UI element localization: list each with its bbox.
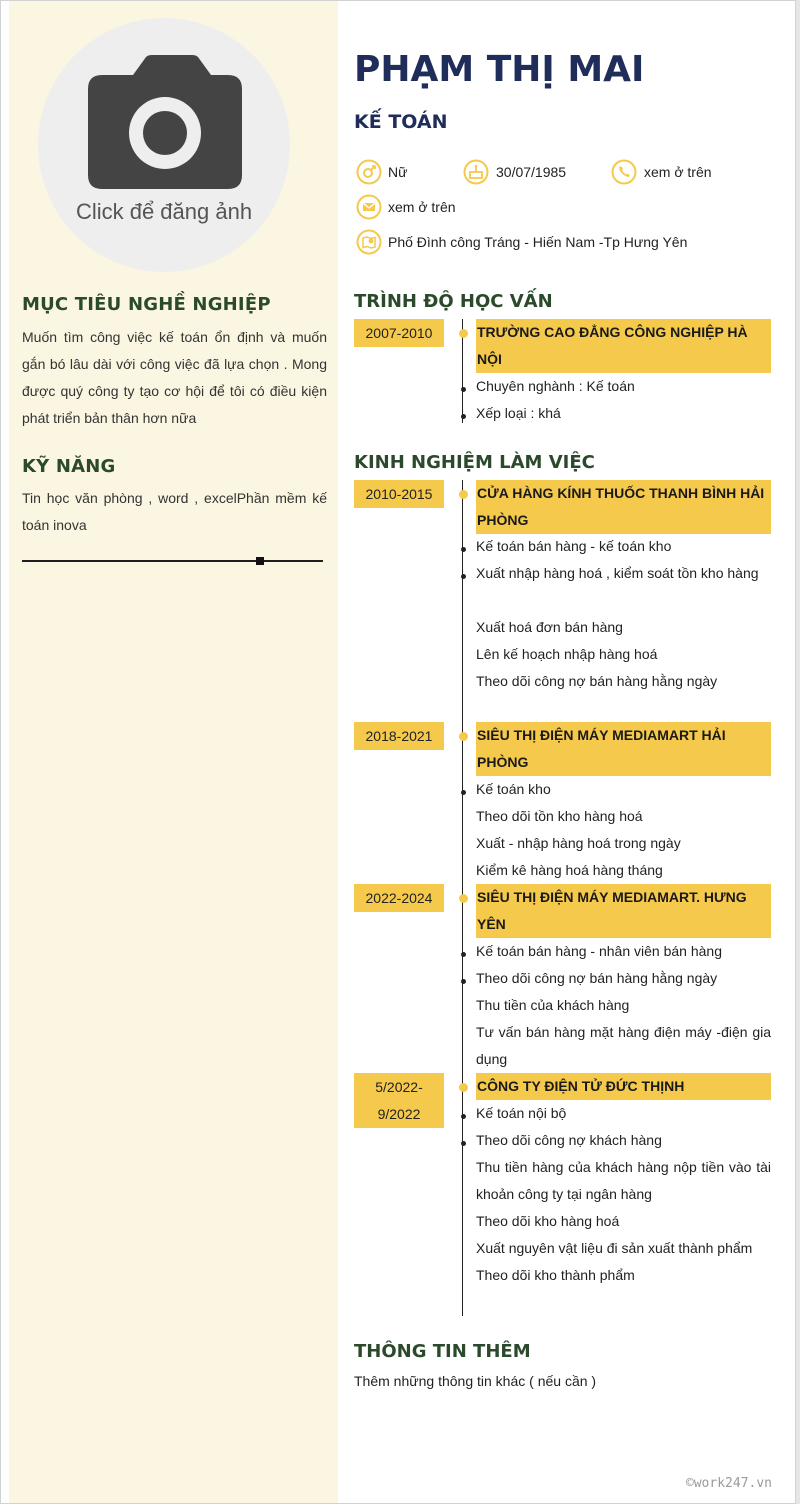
education-school: TRƯỜNG CAO ĐẲNG CÔNG NGHIỆP HÀ NỘI bbox=[476, 319, 771, 373]
dob-value: 30/07/1985 bbox=[496, 164, 567, 180]
job-duty: Xuất nhập hàng hoá , kiểm soát tồn kho hàng bbox=[476, 565, 759, 581]
phone-value: xem ở trên bbox=[644, 164, 712, 180]
skills-text: Tin học văn phòng , word , excelPhần mềm kế toán inova bbox=[22, 490, 327, 533]
job-duty: Kế toán bán hàng - kế toán kho bbox=[476, 538, 672, 554]
skill-level-bar bbox=[22, 560, 323, 562]
cake-icon bbox=[462, 159, 490, 185]
education-heading: TRÌNH ĐỘ HỌC VẤN bbox=[354, 291, 553, 312]
job-company: CỬA HÀNG KÍNH THUỐC THANH BÌNH HẢI PHÒNG bbox=[476, 480, 771, 534]
timeline-marker bbox=[459, 329, 468, 338]
job-duty: Xuất - nhập hàng hoá trong ngày bbox=[476, 835, 681, 851]
bullet-dot bbox=[461, 414, 466, 419]
gender-icon bbox=[356, 159, 382, 185]
skills-heading: KỸ NĂNG bbox=[22, 456, 116, 477]
bullet-dot bbox=[461, 1114, 466, 1119]
job-duty: Theo dõi tồn kho hàng hoá bbox=[476, 808, 643, 824]
watermark: ©work247.vn bbox=[685, 1476, 772, 1491]
job-duty: Lên kế hoạch nhập hàng hoá bbox=[476, 646, 658, 662]
photo-upload[interactable] bbox=[38, 18, 290, 272]
job-duty: Theo dõi kho thành phẩm bbox=[476, 1267, 635, 1283]
job-duty: Thu tiền hàng của khách hàng nộp tiền vào tài khoản công ty tại ngân hàng bbox=[476, 1159, 771, 1202]
job-duty: Xuất hoá đơn bán hàng bbox=[476, 619, 623, 635]
job-duty: Kế toán nội bộ bbox=[476, 1105, 567, 1121]
job-title: KẾ TOÁN bbox=[354, 111, 448, 133]
job-company: CÔNG TY ĐIỆN TỬ ĐỨC THỊNH bbox=[476, 1073, 771, 1100]
bullet-dot bbox=[461, 1141, 466, 1146]
candidate-name: PHẠM THỊ MAI bbox=[354, 49, 645, 90]
objective-heading: MỤC TIÊU NGHỀ NGHIỆP bbox=[22, 294, 271, 315]
job-date: 2010-2015 bbox=[354, 480, 444, 508]
email-value: xem ở trên bbox=[388, 199, 456, 215]
gender-value: Nữ bbox=[388, 164, 408, 180]
additional-heading: THÔNG TIN THÊM bbox=[354, 1341, 531, 1362]
bullet-dot bbox=[461, 952, 466, 957]
education-date: 2007-2010 bbox=[354, 319, 444, 347]
bullet-dot bbox=[461, 979, 466, 984]
timeline-marker bbox=[459, 894, 468, 903]
job-duty: Theo dõi công nợ bán hàng hằng ngày bbox=[476, 970, 718, 986]
timeline-marker bbox=[459, 1083, 468, 1092]
phone-field bbox=[610, 159, 712, 185]
timeline-marker bbox=[459, 732, 468, 741]
job-duty: Xuất nguyên vật liệu đi sản xuất thành phẩm bbox=[476, 1240, 753, 1256]
job-company: SIÊU THỊ ĐIỆN MÁY MEDIAMART. HƯNG YÊN bbox=[476, 884, 771, 938]
bullet-dot bbox=[461, 547, 466, 552]
skill-level-handle[interactable] bbox=[256, 557, 264, 565]
job-date: 5/2022- 9/2022 bbox=[354, 1073, 444, 1128]
job-duty: Theo dõi công nợ khách hàng bbox=[476, 1132, 662, 1148]
education-detail: Xếp loại : khá bbox=[476, 405, 561, 421]
job-date: 2022-2024 bbox=[354, 884, 444, 912]
bullet-dot bbox=[461, 790, 466, 795]
job-duty: Kiểm kê hàng hoá hàng tháng bbox=[476, 862, 663, 878]
email-field bbox=[356, 194, 456, 220]
job-date: 2018-2021 bbox=[354, 722, 444, 750]
timeline-marker bbox=[459, 490, 468, 499]
map-pin-icon bbox=[356, 229, 382, 255]
job-duty: Thu tiền của khách hàng bbox=[476, 997, 630, 1013]
additional-text: Thêm những thông tin khác ( nếu cần ) bbox=[354, 1373, 597, 1389]
email-icon bbox=[356, 194, 382, 220]
job-duty: Theo dõi kho hàng hoá bbox=[476, 1213, 620, 1229]
photo-upload-label: Click để đăng ảnh bbox=[75, 199, 253, 224]
job-duty: Kế toán bán hàng - nhân viên bán hàng bbox=[476, 943, 722, 959]
job-company: SIÊU THỊ ĐIỆN MÁY MEDIAMART HẢI PHÒNG bbox=[476, 722, 771, 776]
dob-field bbox=[462, 159, 566, 185]
address-value: Phố Đình công Tráng - Hiến Nam -Tp Hưng Yên bbox=[388, 234, 688, 250]
objective-text: Muốn tìm công việc kế toán ổn định và muốn gắn bó lâu dài với công việc đã lựa chọn . Mong được quý công ty tạo cơ hội để tôi có điều kiện phát triển bản thân hơn nữa bbox=[22, 329, 327, 426]
education-detail: Chuyên nghành : Kế toán bbox=[476, 378, 635, 394]
bullet-dot bbox=[461, 574, 466, 579]
job-duty: Kế toán kho bbox=[476, 781, 551, 797]
job-duty: Tư vấn bán hàng mặt hàng điện máy -điện gia dụng bbox=[476, 1024, 771, 1067]
phone-icon bbox=[610, 159, 638, 185]
experience-heading: KINH NGHIỆM LÀM VIỆC bbox=[354, 452, 595, 473]
gender-field bbox=[356, 159, 407, 185]
camera-icon bbox=[88, 55, 242, 189]
job-duty: Theo dõi công nợ bán hàng hằng ngày bbox=[476, 673, 718, 689]
bullet-dot bbox=[461, 387, 466, 392]
address-field bbox=[356, 229, 687, 255]
